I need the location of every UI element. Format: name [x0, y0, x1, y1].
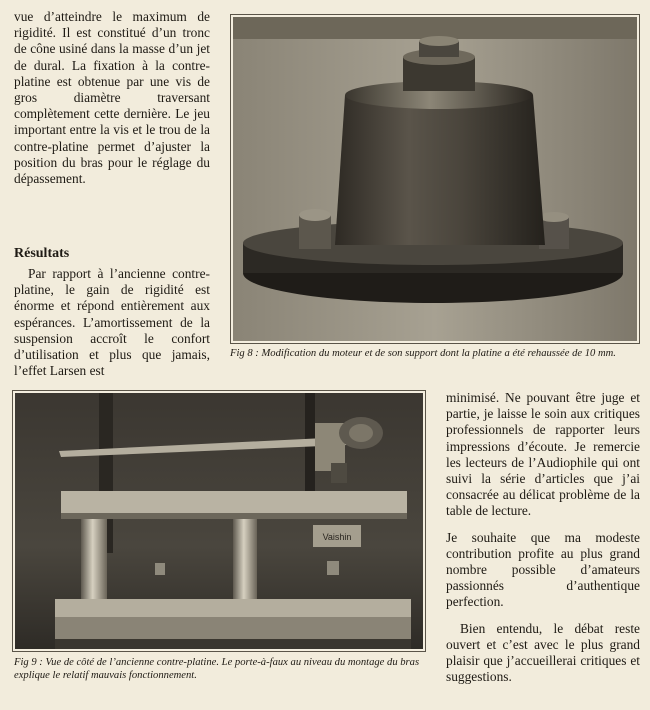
paragraph-right-3: Bien entendu, le débat reste ouvert et c’est avec le plus grand plaisir que j’accueillerai critiques et suggestions.	[446, 620, 640, 685]
paragraph-right-2: Je souhaite que ma modeste contribution profite au plus grand nombre possible d’amateurs passionnés d’authentique perfection.	[446, 529, 640, 610]
paragraph-results: Par rapport à l’ancienne contre-platine, le gain de rigidité est énorme et répond entièrement aux espérances. L’amortissement de la suspension accroît le confort d’utilisation et plus que jamais, l’effet Larsen est	[14, 266, 210, 379]
figure-8-caption: Fig 8 : Modification du moteur et de son support dont la platine a été rehaussée de 10 mm.	[230, 348, 616, 359]
article-text-intro	[14, 9, 210, 187]
article-text-right	[446, 390, 640, 685]
figure-9	[12, 390, 426, 652]
figure-9-photo	[15, 393, 423, 649]
figure-8-photo	[233, 17, 637, 341]
figure-9-caption: Fig 9 : Vue de côté de l’ancienne contre-platine. Le porte-à-faux au niveau du montage du bras explique le relatif mauvais fonctionnement.	[14, 657, 420, 681]
figure-8	[230, 14, 640, 344]
article-text-results	[14, 266, 210, 379]
paragraph-intro: vue d’atteindre le maximum de rigidité. Il est constitué d’un tronc de cône usiné dans la masse d’un jet de dural. La fixation à la contre-platine est obtenue par une vis de gros diamètre traversant complètement cette dernière. Le jeu important entre la vis et le trou de la contre-platine permet d’ajuster la position du bras pour le réglage du dépassement.	[14, 9, 210, 187]
section-heading: Résultats	[14, 246, 70, 261]
figure-9-label: Vaishin	[322, 532, 352, 542]
paragraph-right-1: minimisé. Ne pouvant être juge et partie, je laisse le soin aux critiques professionnels de rapporter leurs impressions d’écoute. Je remercie les lecteurs de l’Audiophile qui ont suivi la série d’articles que j’ai consacrée au délicat problème de la table de lecture.	[446, 390, 640, 519]
